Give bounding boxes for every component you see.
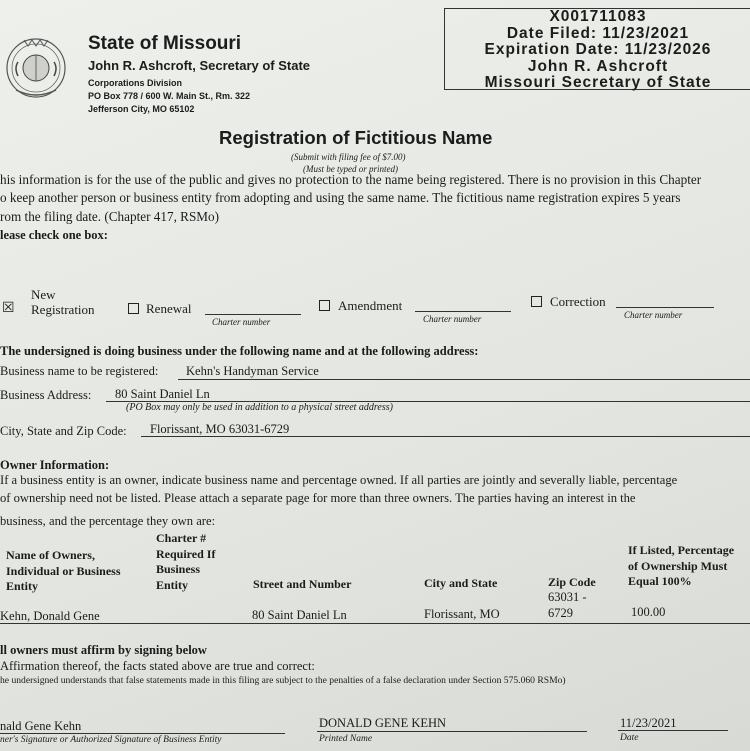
renewal-charter-line: [205, 314, 301, 315]
intro-line-3: rom the filing date. (Chapter 417, RSMo): [0, 209, 220, 224]
col-owner-name-header: [6, 548, 121, 595]
col-owner-name-line-2: Individual or Business: [6, 563, 121, 578]
date-line: [618, 730, 728, 731]
intro-line-2: o keep another person or business entity from adopting and using the same name. The fictitious name registration expires 5 years: [0, 190, 681, 205]
row-owner-name: Kehn, Donald Gene: [0, 609, 100, 623]
col-charter-line-1: Charter #: [156, 531, 207, 545]
csz-label: City, State and Zip Code:: [0, 424, 127, 438]
po-box-note: (PO Box may only be used in addition to a physical street address): [126, 402, 393, 413]
col-owner-name-line-3: Entity: [6, 579, 39, 593]
business-address-label: Business Address:: [0, 388, 92, 402]
stamp-number: X001711083: [549, 8, 647, 25]
correction-charter-label: Charter number: [624, 310, 683, 320]
printed-name-value: DONALD GENE KEHN: [319, 716, 447, 730]
col-street-header: Street and Number: [253, 577, 352, 591]
form-title: Registration of Fictitious Name: [219, 127, 493, 148]
csz-value: Florissant, MO 63031-6729: [150, 422, 290, 436]
col-percent-line-3: Equal 100%: [628, 574, 692, 588]
correction-charter-line: [616, 307, 714, 308]
row-percent: 100.00: [631, 605, 666, 619]
state-heading: State of Missouri: [88, 33, 242, 54]
table-row-line: [0, 623, 750, 624]
business-name-line: [178, 379, 750, 380]
stamp-office: Missouri Secretary of State: [484, 74, 712, 91]
option-renewal-label: Renewal: [146, 301, 192, 316]
new-registration-checkbox[interactable]: ☒: [2, 300, 15, 316]
col-percent-header: [628, 543, 734, 590]
owner-heading: Owner Information:: [0, 458, 110, 472]
owner-para-3: business, and the percentage they own are:: [0, 514, 216, 528]
state-seal-icon: [4, 32, 68, 100]
business-name-label: Business name to be registered:: [0, 364, 159, 378]
option-correction-label: Correction: [550, 294, 606, 309]
signature-label: ner's Signature or Authorized Signature of Business Entity: [0, 735, 222, 745]
stamp-name: John R. Ashcroft: [527, 57, 669, 75]
owner-para-2: of ownership need not be listed. Please attach a separate page for more than three owners. The parties having an interest in the: [0, 491, 636, 505]
col-charter-line-4: Entity: [156, 577, 189, 592]
printed-name-label: Printed Name: [319, 734, 373, 744]
correction-checkbox[interactable]: [531, 296, 542, 307]
option-amendment-label: Amendment: [338, 298, 403, 313]
stamp-expiration: Expiration Date: 11/23/2026: [484, 41, 712, 58]
col-charter-line-2: Required If: [156, 546, 216, 561]
row-city: Florissant, MO: [424, 607, 500, 621]
col-percent-line-2: of Ownership Must: [628, 558, 728, 573]
business-heading: The undersigned is doing business under the following name and at the following address:: [0, 344, 479, 358]
intro-line-1: his information is for the use of the public and gives no protection to the name being registered. There is no provision in this Chapter: [0, 172, 702, 187]
row-zip-2: 6729: [548, 606, 573, 620]
division-city: Jefferson City, MO 65102: [88, 104, 195, 114]
stamp-date-filed: Date Filed: 11/23/2021: [506, 24, 690, 42]
col-city-header: City and State: [424, 576, 498, 590]
amendment-charter-line: [415, 311, 511, 312]
affirm-line-1: Affirmation thereof, the facts stated above are true and correct:: [0, 659, 315, 673]
affirm-line-2: he undersigned understands that false statements made in this filing are subject to the penalties of a false declaration under Section 575.060 RSMo): [0, 675, 566, 686]
amendment-checkbox[interactable]: [319, 300, 330, 311]
signature-value: nald Gene Kehn: [0, 719, 82, 733]
date-label: Date: [620, 733, 639, 743]
row-zip-1: 63031 -: [548, 590, 587, 604]
col-charter-header: [156, 531, 215, 593]
division-name: Corporations Division: [88, 78, 183, 88]
typed-note: (Must be typed or printed): [303, 164, 398, 174]
date-value: 11/23/2021: [620, 716, 677, 730]
division-address: PO Box 778 / 600 W. Main St., Rm. 322: [88, 91, 251, 101]
col-zip-header: Zip Code: [548, 575, 596, 589]
option-new-label-2: Registration: [31, 302, 95, 317]
fee-note: (Submit with filing fee of $7.00): [291, 152, 406, 162]
printed-name-line: [317, 731, 587, 732]
col-owner-name-line-1: Name of Owners,: [6, 548, 95, 562]
filing-stamp: [444, 8, 750, 90]
col-charter-line-3: Business: [156, 562, 201, 576]
check-instruction: lease check one box:: [0, 228, 108, 242]
business-name-value: Kehn's Handyman Service: [186, 364, 319, 378]
owner-para-1: If a business entity is an owner, indicate business name and percentage owned. If all parties are jointly and severally liable, percentage: [0, 473, 678, 487]
option-new-label-1: New: [31, 287, 56, 302]
renewal-checkbox[interactable]: [128, 303, 139, 314]
amendment-charter-label: Charter number: [423, 314, 482, 324]
business-address-value: 80 Saint Daniel Ln: [115, 387, 210, 401]
row-street: 80 Saint Daniel Ln: [252, 608, 347, 622]
signature-line: [0, 733, 285, 734]
col-percent-line-1: If Listed, Percentage: [628, 543, 735, 557]
secretary-name: John R. Ashcroft, Secretary of State: [88, 58, 311, 73]
csz-line: [141, 436, 750, 437]
renewal-charter-label: Charter number: [212, 317, 271, 327]
affirm-heading: ll owners must affirm by signing below: [0, 643, 207, 657]
